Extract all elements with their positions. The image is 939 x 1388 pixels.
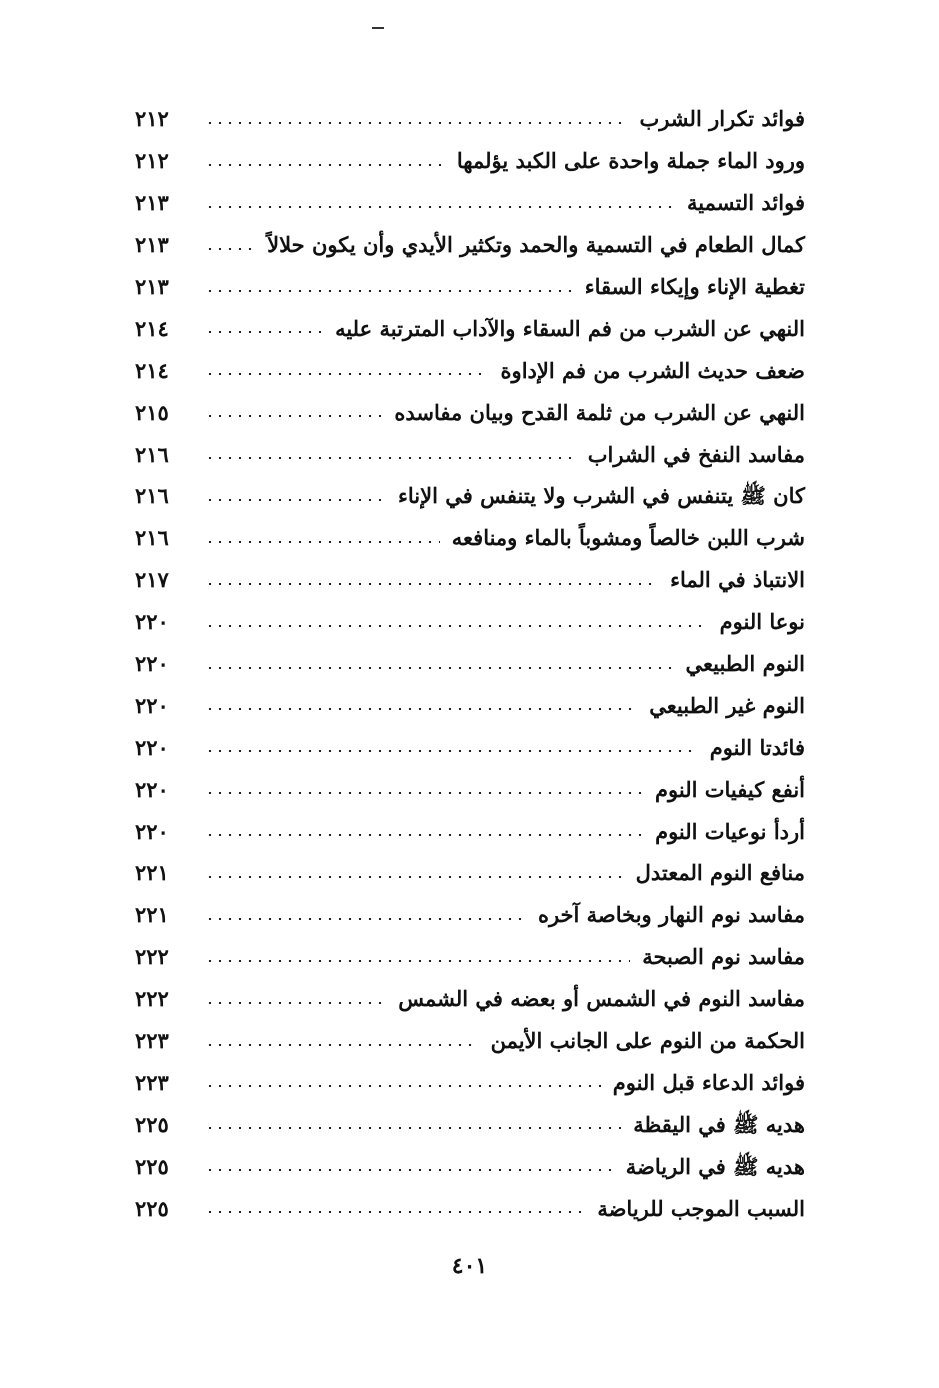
dot-leader <box>205 918 526 920</box>
toc-entry-page-number: ٢٢٢ <box>135 986 169 1012</box>
toc-entry <box>135 517 805 559</box>
toc-entry-page-number: ٢٢٣ <box>135 1069 169 1095</box>
toc-entry-title: شرب اللبن خالصاً ومشوباً بالماء ومنافعه <box>451 525 805 551</box>
toc-entry <box>135 643 805 685</box>
toc-entry-title: أردأ نوعيات النوم <box>655 818 805 844</box>
dot-leader <box>205 625 708 627</box>
toc-entry <box>135 266 805 308</box>
dot-leader <box>205 206 675 208</box>
toc-entry-page-number: ٢١٢ <box>135 106 169 132</box>
toc-entry-title: الحكمة من النوم على الجانب الأيمن <box>490 1028 805 1054</box>
top-margin-mark <box>372 27 384 29</box>
toc-entry-page-number: ٢١٦ <box>135 483 169 509</box>
toc-entry-title: هديه ﷺ في الرياضة <box>625 1153 805 1179</box>
toc-entry <box>135 978 805 1020</box>
toc-entry-title: مفاسد نوم الصبحة <box>642 944 805 970</box>
toc-entry-title: النهي عن الشرب من فم السقاء والآداب المترتبة عليه <box>335 315 805 341</box>
table-of-contents <box>135 98 805 1229</box>
toc-entry <box>135 936 805 978</box>
toc-entry-title: تغطية الإناء وإيكاء السقاء <box>584 274 805 299</box>
toc-entry-title: كان ﷺ يتنفس في الشرب ولا يتنفس في الإناء <box>398 483 805 509</box>
toc-entry-page-number: ٢٢٠ <box>135 776 169 802</box>
toc-entry-page-number: ٢١٣ <box>135 232 169 258</box>
toc-entry-page-number: ٢٢١ <box>135 860 169 886</box>
toc-entry <box>135 224 805 266</box>
toc-entry-title: فوائد التسمية <box>687 190 805 216</box>
toc-entry-page-number: ٢٢٥ <box>135 1153 169 1179</box>
dot-leader <box>205 415 382 417</box>
dot-leader <box>205 331 323 333</box>
toc-entry <box>135 852 805 894</box>
dot-leader <box>205 1002 386 1004</box>
toc-entry <box>135 1187 805 1229</box>
dot-leader <box>205 1044 479 1046</box>
toc-entry-title: أنفع كيفيات النوم <box>655 776 805 802</box>
toc-entry-page-number: ٢٢٠ <box>135 734 169 760</box>
dot-leader <box>205 290 573 292</box>
toc-entry-page-number: ٢٢٠ <box>135 609 169 635</box>
toc-entry-title: مفاسد نوم النهار وبخاصة آخره <box>537 902 805 928</box>
toc-entry-page-number: ٢١٢ <box>135 148 169 174</box>
toc-entry-title: ورود الماء جملة واحدة على الكبد يؤلمها <box>456 148 805 174</box>
toc-entry-title: الانتباذ في الماء <box>670 567 805 593</box>
toc-entry <box>135 768 805 810</box>
dot-leader <box>205 164 445 166</box>
toc-entry-page-number: ٢٢٥ <box>135 1195 169 1221</box>
toc-entry-title: كمال الطعام في التسمية والحمد وتكثير الأيدي وأن يكون حلالاً <box>267 232 805 258</box>
toc-entry-page-number: ٢٢٢ <box>135 944 169 970</box>
dot-leader <box>205 1085 601 1087</box>
toc-entry-page-number: ٢٢٠ <box>135 818 169 844</box>
toc-entry-title: فائدتا النوم <box>709 734 805 760</box>
toc-entry <box>135 182 805 224</box>
toc-entry <box>135 1145 805 1187</box>
toc-entry-page-number: ٢١٤ <box>135 357 169 383</box>
dot-leader <box>205 1127 621 1129</box>
page-number: ٤٠١ <box>451 1253 488 1279</box>
toc-entry <box>135 1020 805 1062</box>
toc-entry-title: النوم غير الطبيعي <box>649 692 805 718</box>
toc-entry-title: مفاسد النوم في الشمس أو بعضه في الشمس <box>398 986 805 1012</box>
toc-entry-page-number: ٢١٧ <box>135 567 169 593</box>
toc-entry <box>135 601 805 643</box>
toc-entry <box>135 307 805 349</box>
toc-entry <box>135 894 805 936</box>
toc-entry <box>135 726 805 768</box>
toc-entry-title: نوعا النوم <box>719 609 805 635</box>
toc-entry-title: النوم الطبيعي <box>685 651 805 677</box>
toc-entry-page-number: ٢٢٠ <box>135 651 169 677</box>
dot-leader <box>205 876 624 878</box>
dot-leader <box>205 1169 614 1171</box>
toc-entry <box>135 433 805 475</box>
toc-entry-title: النهي عن الشرب من ثلمة القدح وبيان مفاسده <box>394 399 805 425</box>
toc-entry-title: فوائد الدعاء قبل النوم <box>612 1069 805 1095</box>
toc-entry <box>135 810 805 852</box>
toc-entry <box>135 475 805 517</box>
toc-entry-page-number: ٢١٥ <box>135 399 169 425</box>
toc-entry-page-number: ٢٢٠ <box>135 692 169 718</box>
toc-entry-title: منافع النوم المعتدل <box>635 860 805 886</box>
toc-entry <box>135 1103 805 1145</box>
dot-leader <box>205 248 255 250</box>
dot-leader <box>205 667 674 669</box>
dot-leader <box>205 834 643 836</box>
toc-entry-page-number: ٢١٦ <box>135 525 169 551</box>
toc-entry <box>135 140 805 182</box>
toc-entry-page-number: ٢١٣ <box>135 190 169 216</box>
toc-entry <box>135 684 805 726</box>
toc-entry-page-number: ٢٢٥ <box>135 1111 169 1137</box>
toc-entry <box>135 391 805 433</box>
toc-entry-page-number: ٢٢١ <box>135 902 169 928</box>
dot-leader <box>205 960 630 962</box>
dot-leader <box>205 122 627 124</box>
dot-leader <box>205 499 386 501</box>
toc-entry-page-number: ٢١٤ <box>135 315 169 341</box>
toc-entry-title: فوائد تكرار الشرب <box>639 106 805 132</box>
dot-leader <box>205 708 637 710</box>
toc-entry <box>135 1061 805 1103</box>
dot-leader <box>205 583 658 585</box>
toc-entry-title: مفاسد النفخ في الشراب <box>587 441 805 467</box>
dot-leader <box>205 792 643 794</box>
dot-leader <box>205 373 489 375</box>
dot-leader <box>205 1211 585 1213</box>
dot-leader <box>205 750 698 752</box>
dot-leader <box>205 541 440 543</box>
toc-entry-title: هديه ﷺ في اليقظة <box>633 1111 805 1137</box>
toc-entry-title: ضعف حديث الشرب من فم الإداوة <box>500 357 805 383</box>
toc-entry <box>135 349 805 391</box>
toc-entry <box>135 559 805 601</box>
toc-entry-page-number: ٢١٦ <box>135 441 169 467</box>
toc-entry <box>135 98 805 140</box>
toc-entry-page-number: ٢١٣ <box>135 274 169 299</box>
toc-entry-title: السبب الموجب للرياضة <box>597 1195 805 1221</box>
dot-leader <box>205 457 576 459</box>
toc-entry-page-number: ٢٢٣ <box>135 1028 169 1054</box>
